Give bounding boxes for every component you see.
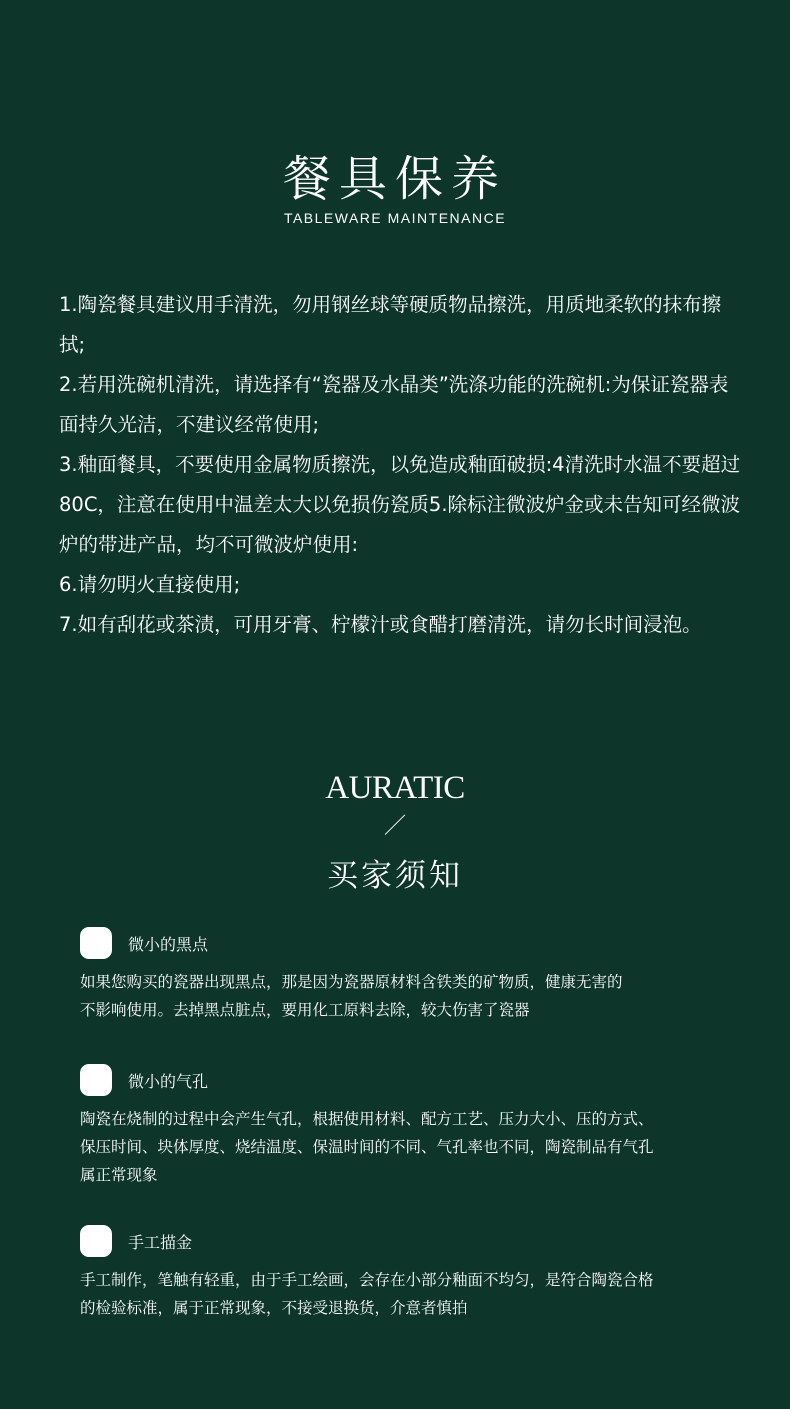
care-instructions-list bbox=[59, 285, 744, 645]
notice-line: 如果您购买的瓷器出现黑点，那是因为瓷器原材料含铁类的矿物质，健康无害的 bbox=[80, 973, 623, 991]
notice-body bbox=[80, 1105, 740, 1189]
notice-line: 的检验标准，属于正常现象，不接受退换货，介意者慎拍 bbox=[80, 1299, 468, 1317]
notice-line: 陶瓷在烧制的过程中会产生气孔，根据使用材料、配方工艺、压力大小、压的方式、 bbox=[80, 1110, 654, 1128]
notice-item-pores bbox=[80, 1064, 740, 1189]
checkbox-icon bbox=[80, 927, 112, 959]
notice-header bbox=[80, 927, 740, 959]
care-instruction-3: 3.釉面餐具，不要使用金属物质擦洗，以免造成釉面破损:4清洗时水温不要超过80C，注意在使用中温差太大以免损伤瓷质5.除标注微波炉金或未告知可经微波炉的带进产品，均不可微波炉使用: bbox=[59, 453, 741, 556]
brand-divider: ／ bbox=[383, 814, 406, 839]
notice-line: 保压时间、块体厚度、烧结温度、保温时间的不同、气孔率也不同，陶瓷制品有气孔 bbox=[80, 1138, 654, 1156]
notice-item-black-spots bbox=[80, 927, 740, 1024]
notice-item-hand-gilding bbox=[80, 1225, 740, 1322]
notice-header bbox=[80, 1064, 740, 1096]
page-subtitle: TABLEWARE MAINTENANCE bbox=[283, 210, 507, 226]
page-title: 餐具保养 bbox=[282, 151, 507, 207]
notice-title: 微小的气孔 bbox=[128, 1071, 209, 1091]
care-instruction-1: 1.陶瓷餐具建议用手清洗，勿用钢丝球等硬质物品擦洗，用质地柔软的抹布擦拭; bbox=[59, 293, 722, 356]
notice-title: 微小的黑点 bbox=[128, 934, 209, 954]
notice-body bbox=[80, 968, 740, 1024]
care-instruction-4: 6.请勿明火直接使用; bbox=[59, 573, 241, 596]
notice-body bbox=[80, 1266, 740, 1322]
care-instruction-2: 2.若用洗碗机清洗，请选择有“瓷器及水晶类”洗涤功能的洗碗机:为保证瓷器表面持久光洁，不建议经常使用; bbox=[59, 373, 729, 436]
notice-line: 手工制作，笔触有轻重，由于手工绘画，会存在小部分釉面不均匀，是符合陶瓷合格 bbox=[80, 1271, 654, 1289]
checkbox-icon bbox=[80, 1064, 112, 1096]
notice-line: 不影响使用。去掉黑点脏点，要用化工原料去除，较大伤害了瓷器 bbox=[80, 1001, 530, 1019]
notice-title: 手工描金 bbox=[128, 1232, 193, 1252]
care-instruction-5: 7.如有刮花或茶渍，可用牙膏、柠檬汁或食醋打磨清洗，请勿长时间浸泡。 bbox=[59, 613, 702, 636]
buyer-notice-title: 买家须知 bbox=[327, 858, 463, 894]
brand-name: AURATIC bbox=[325, 770, 465, 806]
notice-header bbox=[80, 1225, 740, 1257]
notice-line: 属正常现象 bbox=[80, 1166, 158, 1184]
checkbox-icon bbox=[80, 1225, 112, 1257]
